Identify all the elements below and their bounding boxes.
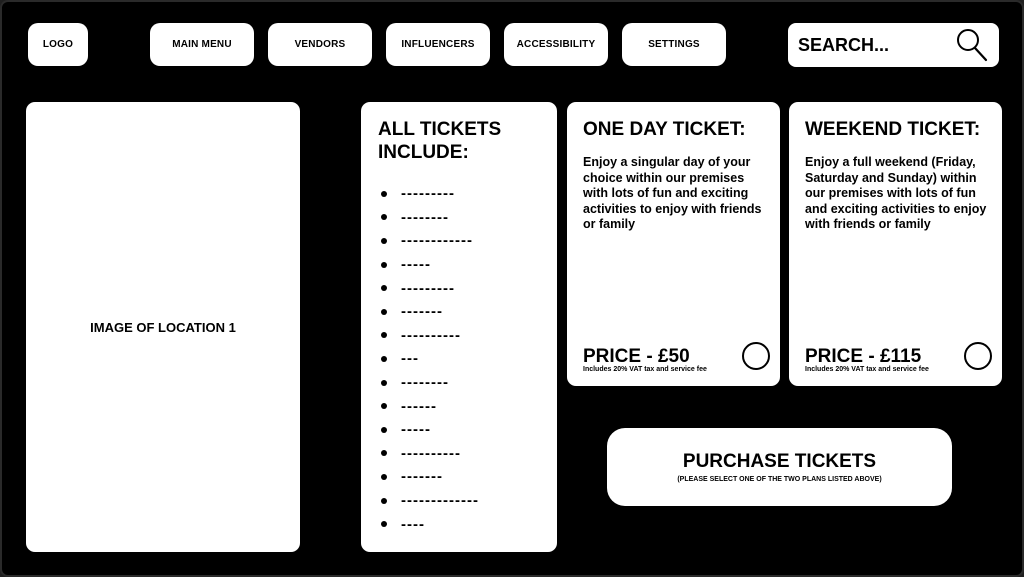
bullet-icon: [381, 356, 387, 362]
list-item: -----: [378, 253, 541, 277]
includes-title: ALL TICKETS INCLUDE:: [378, 119, 502, 163]
one-day-ticket-card[interactable]: [567, 102, 780, 386]
list-item: ---: [378, 347, 541, 371]
ticket-price: PRICE - £115: [805, 346, 922, 367]
bullet-icon: [381, 427, 387, 433]
ticket-title: WEEKEND TICKET:: [805, 119, 981, 140]
bullet-icon: [381, 521, 387, 527]
bullet-icon: [381, 380, 387, 386]
ticket-fee-note: Includes 20% VAT tax and service fee: [805, 366, 929, 373]
weekend-ticket-radio[interactable]: [964, 342, 992, 370]
list-item: -------: [378, 300, 541, 324]
list-item: ------------: [378, 229, 541, 253]
list-item: --------: [378, 371, 541, 395]
includes-list: [378, 182, 541, 536]
list-item: -------------: [378, 489, 541, 513]
list-item: ----------: [378, 324, 541, 348]
location-image-label: IMAGE OF LOCATION 1: [90, 319, 236, 335]
nav-accessibility-button[interactable]: ACCESSIBILITY: [504, 23, 608, 66]
list-item: ----------: [378, 442, 541, 466]
bullet-icon: [381, 450, 387, 456]
list-item: -------: [378, 465, 541, 489]
bullet-icon: [381, 474, 387, 480]
search-input[interactable]: SEARCH...: [798, 34, 890, 55]
location-image-placeholder: [26, 102, 300, 552]
weekend-ticket-card[interactable]: [789, 102, 1002, 386]
bullet-icon: [381, 498, 387, 504]
search-bar[interactable]: [788, 23, 999, 67]
search-icon[interactable]: [955, 27, 989, 63]
nav-settings-button[interactable]: SETTINGS: [622, 23, 726, 66]
ticket-price: PRICE - £50: [583, 346, 690, 367]
ticket-description: Enjoy a singular day of your choice within our premises with lots of fun and exciting activities to enjoy with friends or family: [583, 155, 762, 231]
list-item: -----: [378, 418, 541, 442]
one-day-ticket-radio[interactable]: [742, 342, 770, 370]
bullet-icon: [381, 238, 387, 244]
bullet-icon: [381, 332, 387, 338]
list-item: ---------: [378, 276, 541, 300]
ticket-description: Enjoy a full weekend (Friday, Saturday and Sunday) within our premises with lots of fun and exciting activities to enjoy with friends or family: [805, 155, 987, 231]
bullet-icon: [381, 309, 387, 315]
nav-vendors-button[interactable]: VENDORS: [268, 23, 372, 66]
purchase-note: (PLEASE SELECT ONE OF THE TWO PLANS LISTED ABOVE): [677, 476, 882, 483]
list-item: ----: [378, 512, 541, 536]
ticket-fee-note: Includes 20% VAT tax and service fee: [583, 366, 707, 373]
bullet-icon: [381, 191, 387, 197]
list-item: ------: [378, 394, 541, 418]
list-item: ---------: [378, 182, 541, 206]
bullet-icon: [381, 214, 387, 220]
nav-main-menu-button[interactable]: MAIN MENU: [150, 23, 254, 66]
ticket-title: ONE DAY TICKET:: [583, 119, 746, 140]
logo[interactable]: LOGO: [28, 23, 88, 66]
bullet-icon: [381, 262, 387, 268]
purchase-label: PURCHASE TICKETS: [682, 451, 877, 472]
bullet-icon: [381, 403, 387, 409]
list-item: --------: [378, 206, 541, 230]
ticket-includes-panel: [361, 102, 557, 552]
nav-influencers-button[interactable]: INFLUENCERS: [386, 23, 490, 66]
bullet-icon: [381, 285, 387, 291]
purchase-tickets-button[interactable]: [607, 428, 952, 506]
